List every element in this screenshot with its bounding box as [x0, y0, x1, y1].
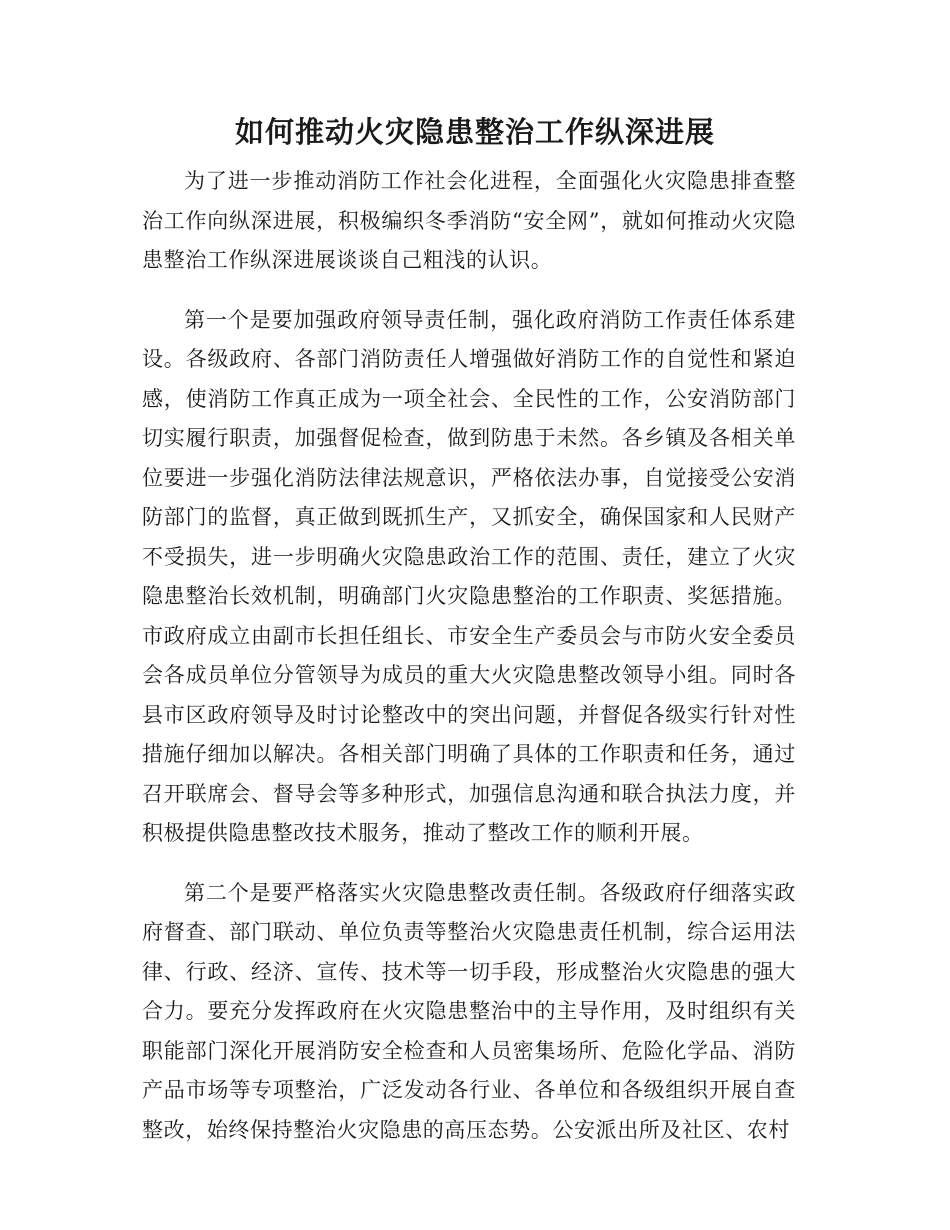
document-title: 如何推动火灾隐患整治工作纵深进展	[234, 115, 715, 149]
paragraph-intro: 为了进一步推动消防工作社会化进程，全面强化火灾隐患排查整治工作向纵深进展，积极编织冬季消防“安全网”，就如何推动火灾隐患整治工作纵深进展谈谈自己粗浅的认识。	[142, 169, 796, 272]
document-body	[142, 162, 796, 1170]
paragraph-first-point: 第一个是要加强政府领导责任制，强化政府消防工作责任体系建设。各级政府、各部门消防责任人增强做好消防工作的自觉性和紧迫感，使消防工作真正成为一项全社会、全民性的工作，公安消防部门切实履行职责，加强督促检查，做到防患于未然。各乡镇及各相关单位要进一步强化消防法律法规意识，严格依法办事，自觉接受公安消防部门的监督，真正做到既抓生产，又抓安全，确保国家和人民财产不受损失，进一步明确火灾隐患政治工作的范围、责任，建立了火灾隐患整治长效机制，明确部门火灾隐患整治的工作职责、奖惩措施。市政府成立由副市长担任组长、市安全生产委员会与市防火安全委员会各成员单位分管领导为成员的重大火灾隐患整改领导小组。同时各县市区政府领导及时讨论整改中的突出问题，并督促各级实行针对性措施仔细加以解决。各相关部门明确了具体的工作职责和任务，通过召开联席会、督导会等多种形式，加强信息沟通和联合执法力度，并积极提供隐患整改技术服务，推动了整改工作的顺利开展。	[142, 307, 796, 845]
paragraph-second-point: 第二个是要严格落实火灾隐患整改责任制。各级政府仔细落实政府督查、部门联动、单位负责等整治火灾隐患责任机制，综合运用法律、行政、经济、宣传、技术等一切手段，形成整治火灾隐患的强大合力。要充分发挥政府在火灾隐患整治中的主导作用，及时组织有关职能部门深化开展消防安全检查和人员密集场所、危险化学品、消防产品市场等专项整治，广泛发动各行业、各单位和各级组织开展自查整改，始终保持整治火灾隐患的高压态势。公安派出所及社区、农村	[142, 880, 796, 1142]
